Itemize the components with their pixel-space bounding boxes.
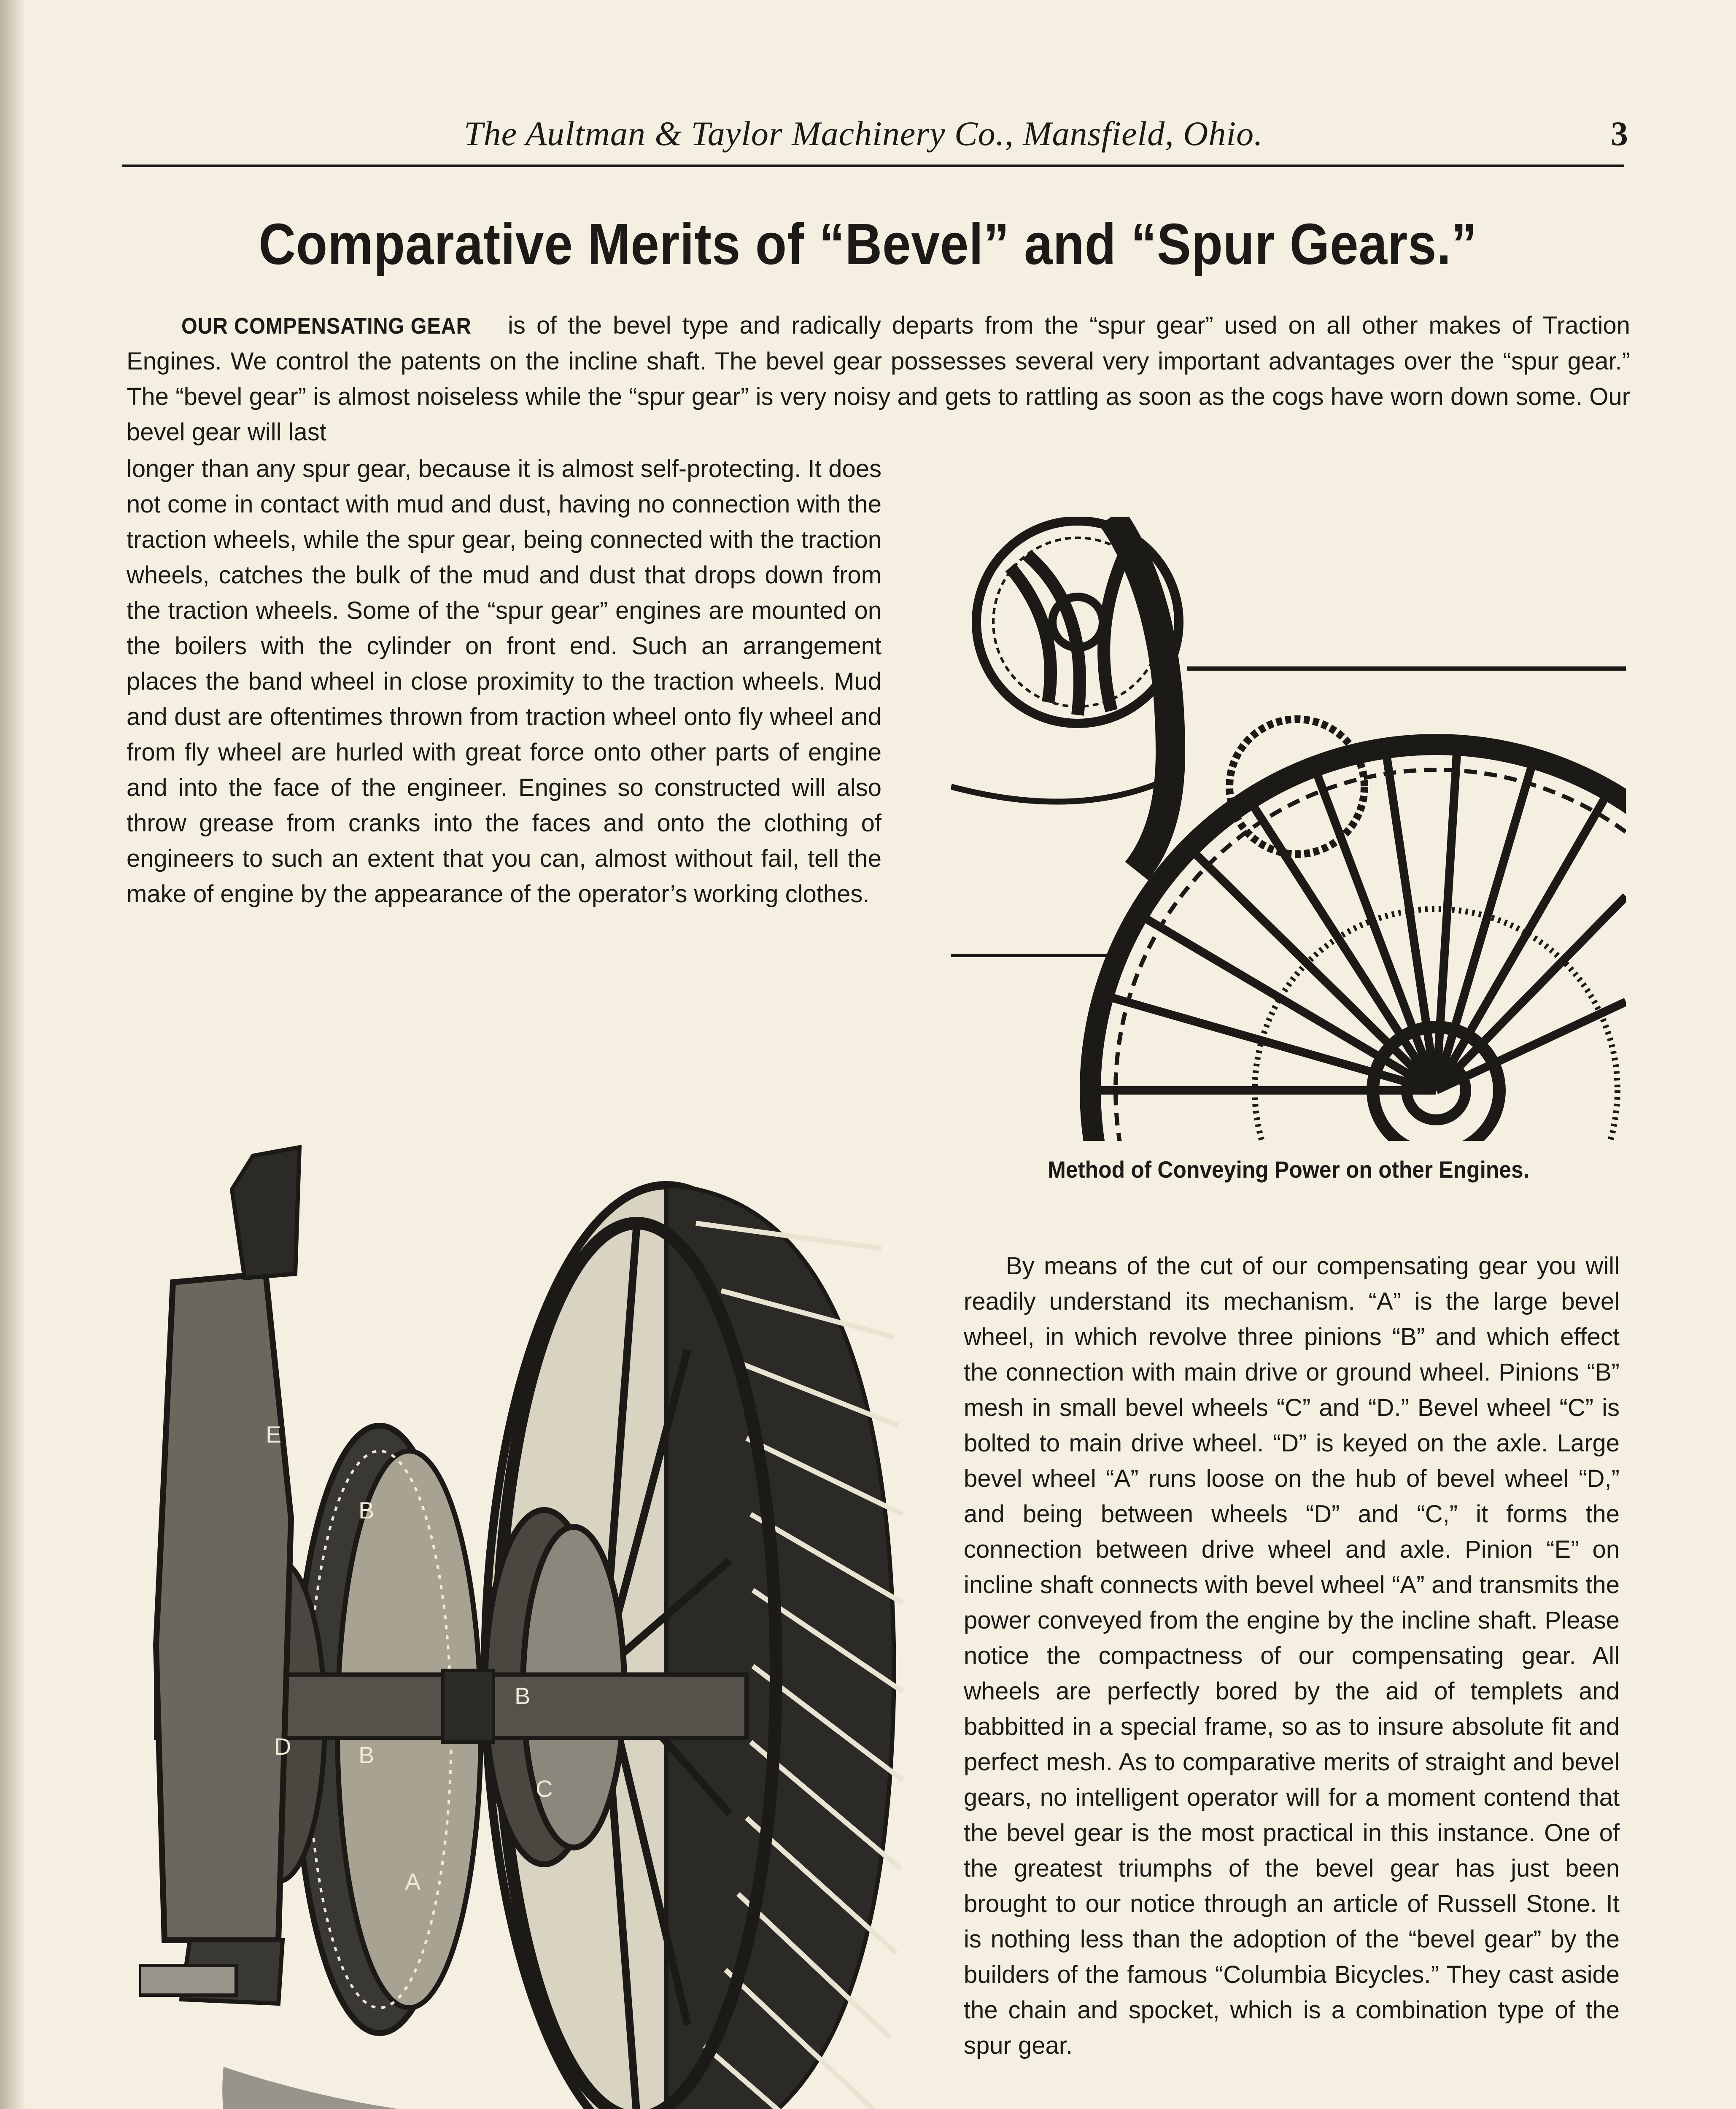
header-rule	[122, 165, 1624, 167]
gear-label-b-upper: B	[359, 1497, 375, 1524]
intro-paragraph	[127, 308, 1630, 450]
page-number: 3	[1611, 114, 1628, 153]
gear-label-b-pinion: B	[515, 1683, 531, 1709]
page-edge-shadow	[0, 0, 25, 2109]
mechanism-paragraph-text: By means of the cut of our compensating gear you will readily understand its mechanism. “A” is the large bevel wheel, in which revolve three pinions “B” and which effect the connection with main drive or ground wheel. Pinions “B” mesh in small bevel wheels “C” and “D.” Bevel wheel “C” is bolted to main drive wheel. “D” is keyed on the axle. Large bevel wheel “A” runs loose on the hub of bevel wheel “D,” and being between wheels “D” and “C,” it forms the connection between drive wheel and axle. Pinion “E” on incline shaft connects with bevel wheel “A” and transmits the power conveyed from the engine by the incline shaft. Please notice the compactness of our compensating gear. All wheels are perfectly bored by the aid of templets and babbitted in a special frame, so as to insure absolute fit and perfect mesh. As to comparative merits of straight and bevel gears, no intelligent operator will for a moment contend that the bevel gear is the most practical in this instance. One of the greatest triumphs of the bevel gear has just been brought to our notice through an article of Russell Stone. It is nothing less than the adoption of the “bevel gear” by the builders of the famous “Columbia Bicycles.” They cast aside the chain and spocket, which is a combination type of the spur gear.	[964, 1252, 1620, 2059]
mechanism-paragraph	[964, 1249, 1620, 2063]
gear-label-c: C	[536, 1775, 553, 1802]
intro-paragraph-continued: longer than any spur gear, because it is almost self-protecting. It does not come in contact with mud and dust, having no connection with the traction wheels, while the spur gear, being connected with the traction wheels, catches the bulk of the mud and dust that drops down from the traction wheels. Some of the “spur gear” engines are mounted on the boilers with the cylinder on front end. Such an arrangement places the band wheel in close proximity to the traction wheels. Mud and dust are oftentimes thrown from traction wheel onto fly wheel and from fly wheel are hurled with great force onto other parts of engine and into the face of the engineer. Engines so constructed will also throw grease from cranks into the faces and onto the clothing of engineers to such an extent that you can, almost without fail, tell the make of engine by the appearance of the operator’s working clothes.	[127, 455, 881, 908]
gear-label-b-lower: B	[359, 1742, 375, 1768]
gear-label-a: A	[405, 1868, 421, 1895]
gear-label-d: D	[274, 1733, 291, 1760]
running-header	[122, 101, 1641, 165]
lead-caps: OUR COMPENSATING GEAR	[181, 313, 472, 339]
gear-label-e: E	[266, 1421, 282, 1448]
top-figure-caption: Method of Conveying Power on other Engines.	[1047, 1156, 1530, 1183]
intro-paragraph-text: is of the bevel type and radically departs from the “spur gear” used on all other makes of Traction Engines. We control the patents on the incline shaft. The bevel gear possesses several very important advantages over the “spur gear.” The “bevel gear” is almost noiseless while the “spur gear” is very noisy and gets to rattling as soon as the cogs have worn down some. Our bevel gear will last	[127, 312, 1630, 446]
spur-gear-engraving	[951, 517, 1626, 1141]
compensating-gear-engraving	[139, 1139, 953, 2109]
page-title: Comparative Merits of “Bevel” and “Spur Gears.”	[259, 212, 1477, 277]
running-title: The Aultman & Taylor Machinery Co., Mansfield, Ohio.	[464, 114, 1263, 153]
